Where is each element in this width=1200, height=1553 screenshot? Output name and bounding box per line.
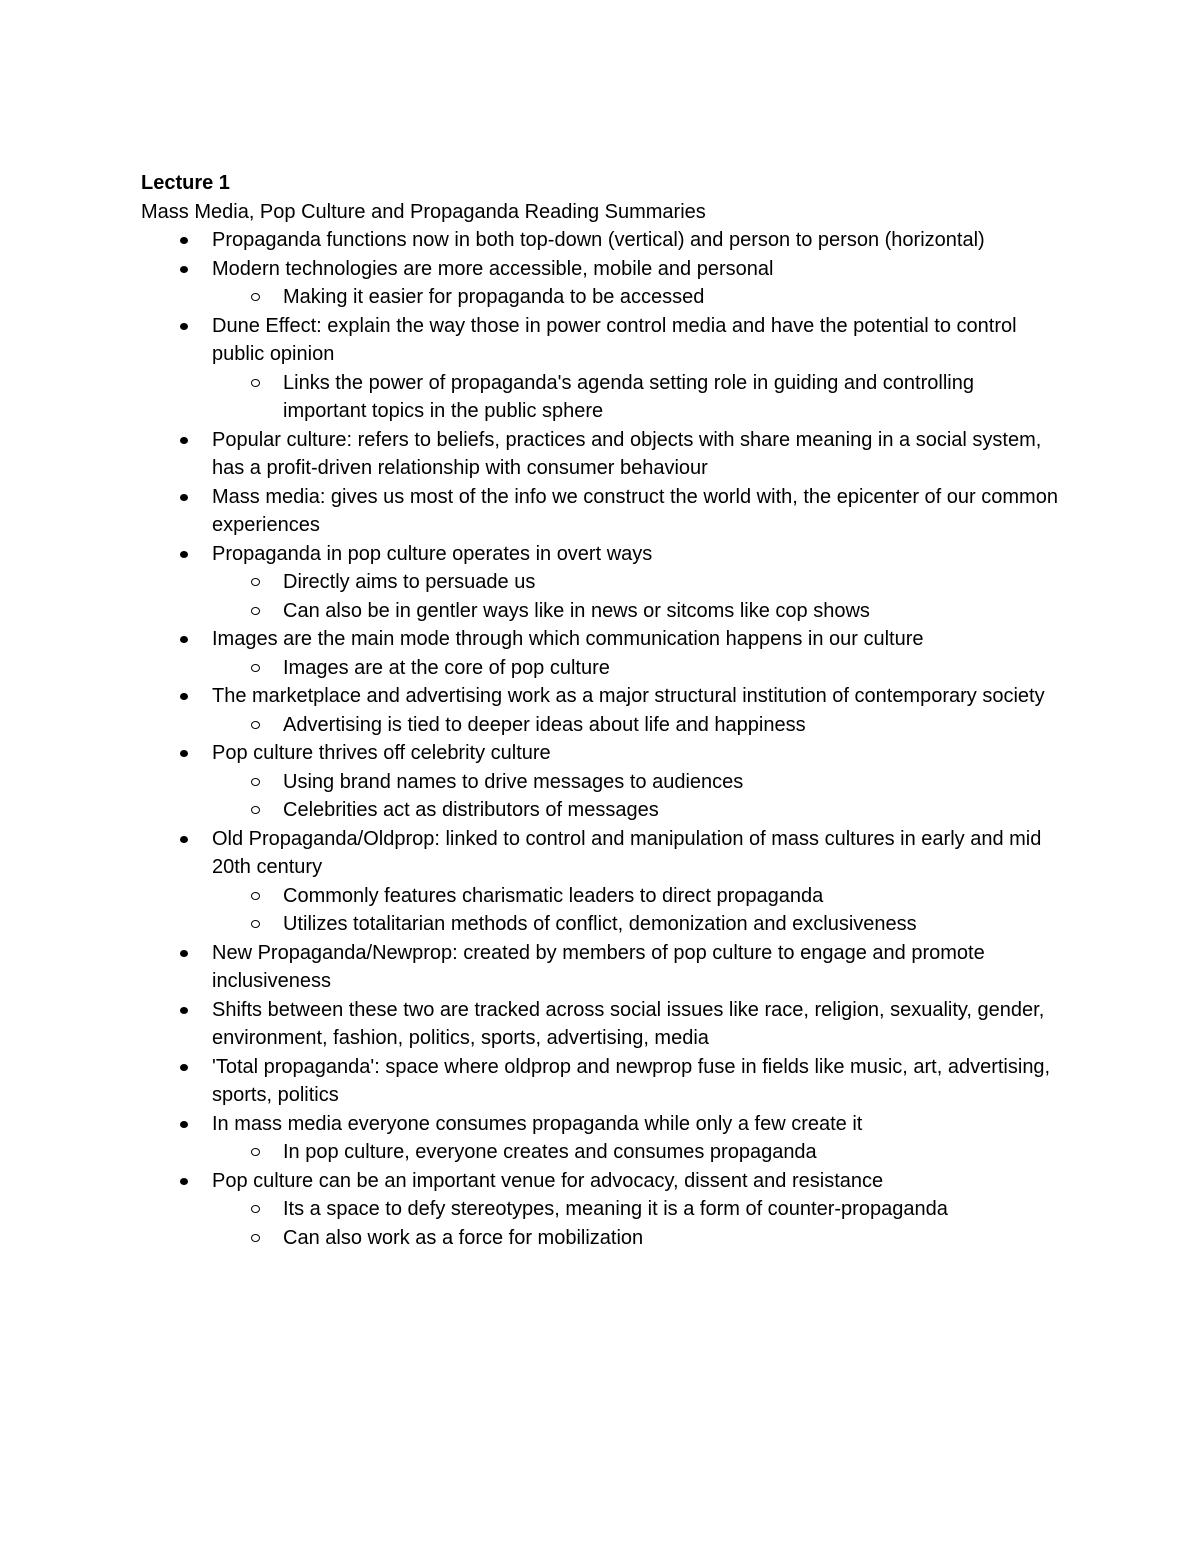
- list-item: [141, 426, 1061, 483]
- sub-bullet-list: [212, 568, 1061, 625]
- sub-list-item: [212, 369, 1061, 426]
- bullet-dot-icon: [180, 836, 188, 843]
- list-item: [141, 255, 1061, 312]
- sub-list-item: [212, 882, 1061, 911]
- bullet-dot-icon: [180, 1007, 188, 1014]
- sub-list-item-text: Using brand names to drive messages to audiences: [283, 770, 744, 793]
- bullet-circle-icon: [251, 1234, 260, 1242]
- bullet-dot-icon: [180, 1064, 188, 1071]
- bullet-circle-icon: [251, 806, 260, 814]
- list-item-text: Pop culture thrives off celebrity culture: [212, 742, 551, 764]
- list-item-text: Images are the main mode through which communication happens in our culture: [212, 628, 924, 650]
- sub-list-item-text: Making it easier for propaganda to be accessed: [283, 286, 705, 308]
- list-item: [141, 483, 1061, 540]
- sub-list-item-text: Its a space to defy stereotypes, meaning it is a form of counter-propaganda: [283, 1198, 948, 1220]
- sub-list-item: [212, 768, 1061, 797]
- list-item-text: 'Total propaganda': space where oldprop and newprop fuse in fields like music, art, advertising, sports, politics: [212, 1055, 1051, 1106]
- bullet-circle-icon: [251, 892, 260, 900]
- sub-bullet-list: [212, 768, 1061, 825]
- sub-list-item: [212, 910, 1061, 939]
- sub-list-item: [212, 796, 1061, 825]
- list-item: [141, 1053, 1061, 1110]
- bullet-circle-icon: [251, 778, 260, 786]
- list-item-text: Mass media: gives us most of the info we construct the world with, the epicenter of our common experiences: [212, 485, 1058, 536]
- sub-bullet-list: [212, 711, 1061, 740]
- sub-bullet-list: [212, 369, 1061, 426]
- list-item: [141, 1167, 1061, 1253]
- list-item-text: New Propaganda/Newprop: created by members of pop culture to engage and promote inclusiveness: [212, 941, 985, 992]
- sub-list-item-text: Images are at the core of pop culture: [283, 656, 610, 679]
- list-item: [141, 996, 1061, 1053]
- list-item-text: Popular culture: refers to beliefs, practices and objects with share meaning in a social system, has a profit-driven relationship with consumer behaviour: [212, 428, 1042, 479]
- sub-list-item: [212, 1195, 1061, 1224]
- sub-list-item-text: Advertising is tied to deeper ideas about life and happiness: [283, 713, 806, 736]
- bullet-circle-icon: [251, 721, 260, 729]
- bullet-dot-icon: [180, 750, 188, 757]
- bullet-dot-icon: [180, 950, 188, 957]
- list-item-text: Dune Effect: explain the way those in power control media and have the potential to control public opinion: [212, 314, 1017, 365]
- list-item-text: Pop culture can be an important venue for advocacy, dissent and resistance: [212, 1169, 884, 1192]
- list-item-text: In mass media everyone consumes propaganda while only a few create it: [212, 1112, 863, 1135]
- sub-list-item-text: Links the power of propaganda's agenda setting role in guiding and controlling important topics in the public sphere: [283, 371, 974, 422]
- bullet-dot-icon: [180, 266, 188, 273]
- sub-list-item-text: In pop culture, everyone creates and consumes propaganda: [283, 1141, 817, 1163]
- sub-bullet-list: [212, 654, 1061, 683]
- bullet-circle-icon: [251, 664, 260, 672]
- list-item-text: Modern technologies are more accessible, mobile and personal: [212, 257, 774, 280]
- bullet-dot-icon: [180, 437, 188, 444]
- bullet-dot-icon: [180, 1178, 188, 1185]
- bullet-circle-icon: [251, 578, 260, 586]
- bullet-circle-icon: [251, 920, 260, 928]
- sub-list-item-text: Can also work as a force for mobilization: [283, 1226, 644, 1249]
- sub-list-item: [212, 1138, 1061, 1167]
- bullet-dot-icon: [180, 323, 188, 330]
- sub-list-item-text: Directly aims to persuade us: [283, 571, 536, 593]
- sub-bullet-list: [212, 1138, 1061, 1167]
- list-item: [141, 226, 1061, 255]
- list-item: [141, 625, 1061, 682]
- reading-summaries-heading: Mass Media, Pop Culture and Propaganda Reading Summaries: [141, 200, 706, 223]
- list-item: [141, 1110, 1061, 1167]
- summary-bullet-list: [141, 226, 1061, 1252]
- sub-bullet-list: [212, 283, 1061, 312]
- list-item-text: The marketplace and advertising work as a major structural institution of contemporary society: [212, 685, 1045, 707]
- sub-list-item-text: Commonly features charismatic leaders to direct propaganda: [283, 884, 824, 907]
- list-item: [141, 682, 1061, 739]
- sub-list-item: [212, 1224, 1061, 1253]
- sub-list-item-text: Celebrities act as distributors of messages: [283, 799, 659, 821]
- list-item: [141, 825, 1061, 939]
- bullet-dot-icon: [180, 551, 188, 558]
- list-item: [141, 312, 1061, 426]
- sub-list-item: [212, 283, 1061, 312]
- sub-list-item: [212, 711, 1061, 740]
- list-item-text: Propaganda functions now in both top-down (vertical) and person to person (horizontal): [212, 229, 985, 251]
- sub-list-item-text: Utilizes totalitarian methods of conflict, demonization and exclusiveness: [283, 913, 917, 935]
- list-item-text: Old Propaganda/Oldprop: linked to control and manipulation of mass cultures in early and mid 20th century: [212, 827, 1042, 878]
- bullet-dot-icon: [180, 1121, 188, 1128]
- bullet-circle-icon: [251, 1205, 260, 1213]
- bullet-circle-icon: [251, 293, 260, 301]
- list-item-text: Shifts between these two are tracked across social issues like race, religion, sexuality, gender, environment, fashion, politics, sports, advertising, media: [212, 998, 1045, 1049]
- sub-list-item-text: Can also be in gentler ways like in news or sitcoms like cop shows: [283, 599, 870, 622]
- list-item: [141, 540, 1061, 626]
- sub-list-item: [212, 597, 1061, 626]
- list-item: [141, 739, 1061, 825]
- bullet-dot-icon: [180, 636, 188, 643]
- sub-bullet-list: [212, 1195, 1061, 1252]
- sub-list-item: [212, 654, 1061, 683]
- lecture-title: Lecture 1: [141, 172, 230, 194]
- list-item-text: Propaganda in pop culture operates in overt ways: [212, 542, 653, 565]
- sub-bullet-list: [212, 882, 1061, 939]
- bullet-circle-icon: [251, 607, 260, 615]
- bullet-dot-icon: [180, 237, 188, 244]
- bullet-circle-icon: [251, 1148, 260, 1156]
- list-item: [141, 939, 1061, 996]
- bullet-dot-icon: [180, 693, 188, 700]
- bullet-circle-icon: [251, 379, 260, 387]
- sub-list-item: [212, 568, 1061, 597]
- bullet-dot-icon: [180, 494, 188, 501]
- document-page: [141, 169, 1061, 1252]
